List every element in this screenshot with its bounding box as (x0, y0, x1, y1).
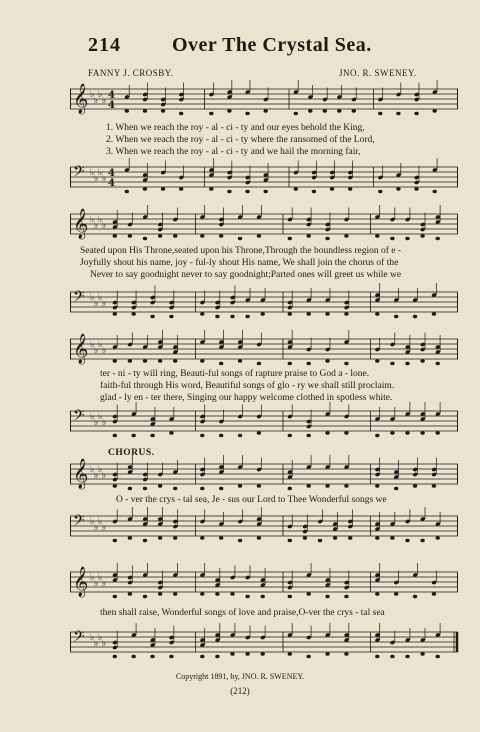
svg-text:♭: ♭ (90, 215, 95, 225)
lyric-line: faith-ful through His word, Beautiful songs of glo - ry we shall still proclaim. (100, 381, 395, 391)
svg-text:♭: ♭ (102, 471, 107, 481)
svg-text:♭: ♭ (94, 579, 99, 589)
svg-text:♭: ♭ (102, 346, 107, 356)
svg-text:♭: ♭ (94, 299, 99, 309)
svg-text:♭: ♭ (94, 96, 99, 106)
composer-credit: JNO. R. SWENEY. (339, 68, 417, 78)
svg-text:𝄞: 𝄞 (73, 209, 89, 239)
bass-staff-2 (70, 288, 460, 318)
svg-text:♭: ♭ (102, 418, 107, 428)
hymn-number: 214 (88, 34, 121, 56)
svg-text:♭: ♭ (98, 465, 103, 475)
music-system-5 (70, 568, 460, 668)
chorus-label: CHORUS. (108, 448, 155, 458)
svg-text:♭: ♭ (90, 340, 95, 350)
svg-text:♭: ♭ (90, 633, 95, 643)
lyric-line: Seated upon His Throne,seated upon his Throne,Through the boundless region of e - (80, 246, 402, 256)
svg-text:♭: ♭ (90, 412, 95, 422)
treble-staff-4 (70, 460, 460, 490)
hymn-title: Over The Crystal Sea. (172, 34, 372, 56)
music-system-3 (70, 335, 460, 445)
music-system-1 (70, 85, 460, 195)
svg-text:♭: ♭ (90, 90, 95, 100)
svg-text:♭: ♭ (90, 517, 95, 527)
svg-text:4: 4 (108, 168, 115, 179)
svg-text:♭: ♭ (98, 90, 103, 100)
svg-text:𝄞: 𝄞 (73, 334, 89, 364)
svg-text:♭: ♭ (94, 639, 99, 649)
music-system-2 (70, 210, 460, 320)
svg-text:♭: ♭ (94, 471, 99, 481)
lyric-line: Never to say goodnight never to say goodnight;Parted ones will greet us while we (90, 270, 402, 280)
svg-text:𝄞: 𝄞 (73, 84, 89, 114)
svg-text:𝄢: 𝄢 (73, 628, 85, 649)
svg-text:𝄢: 𝄢 (73, 407, 85, 428)
page-number: (212) (230, 686, 250, 696)
svg-text:♭: ♭ (102, 523, 107, 533)
lyric-line: 1. When we reach the roy - al - ci - ty and our eyes behold the King, (106, 123, 365, 133)
svg-text:♭: ♭ (102, 299, 107, 309)
treble-staff-3 (70, 335, 460, 365)
treble-staff-1 (70, 85, 460, 115)
svg-text:♭: ♭ (98, 340, 103, 350)
svg-text:♭: ♭ (98, 633, 103, 643)
svg-text:♭: ♭ (102, 221, 107, 231)
svg-text:4: 4 (108, 178, 115, 189)
lyric-line: then shall raise, Wonderful songs of love and praise,O-ver the crys - tal sea (100, 608, 385, 618)
copyright-notice: Copyright 1891, by, JNO. R. SWENEY. (175, 672, 305, 681)
svg-text:𝄢: 𝄢 (73, 512, 85, 533)
svg-text:♭: ♭ (98, 293, 103, 303)
svg-text:𝄢: 𝄢 (73, 288, 85, 309)
bass-staff-3 (70, 407, 460, 437)
lyric-line: Joyfully shout his name, joy - ful-ly shout His name, We shall join the chorus of the (80, 258, 399, 268)
svg-text:♭: ♭ (98, 517, 103, 527)
svg-text:♭: ♭ (98, 573, 103, 583)
svg-text:♭: ♭ (102, 639, 107, 649)
svg-text:♭: ♭ (94, 221, 99, 231)
svg-text:4: 4 (108, 100, 115, 111)
svg-text:♭: ♭ (98, 168, 103, 178)
bass-staff-5 (70, 628, 460, 658)
svg-text:♭: ♭ (102, 579, 107, 589)
lyric-line: 3. When we reach the roy - al - ci - ty and we hail the morning fair, (106, 147, 361, 157)
svg-text:♭: ♭ (102, 96, 107, 106)
treble-staff-2 (70, 210, 460, 240)
svg-text:♭: ♭ (94, 174, 99, 184)
bass-staff-4 (70, 512, 460, 542)
svg-text:♭: ♭ (102, 174, 107, 184)
music-system-4 (70, 460, 460, 560)
svg-text:4: 4 (108, 90, 115, 101)
svg-text:♭: ♭ (98, 412, 103, 422)
author-credit: FANNY J. CROSBY. (88, 68, 174, 78)
svg-text:♭: ♭ (98, 215, 103, 225)
svg-text:♭: ♭ (90, 168, 95, 178)
lyric-line: O - ver the crys - tal sea, Je - sus our Lord to Thee Wonderful songs we (116, 495, 387, 505)
treble-staff-5 (70, 568, 460, 598)
lyric-line: ter - ni - ty will ring, Beauti-ful songs of rapture praise to God a - lone. (100, 369, 370, 379)
svg-text:𝄞: 𝄞 (73, 459, 89, 489)
svg-text:𝄞: 𝄞 (73, 567, 89, 597)
svg-text:♭: ♭ (90, 465, 95, 475)
svg-text:𝄢: 𝄢 (73, 163, 85, 184)
svg-text:♭: ♭ (94, 346, 99, 356)
svg-text:♭: ♭ (90, 573, 95, 583)
svg-text:♭: ♭ (94, 523, 99, 533)
bass-staff-1 (70, 163, 460, 193)
lyric-line: glad - ly en - ter there, Singing our happy welcome clothed in spotless white. (100, 393, 393, 403)
svg-text:♭: ♭ (94, 418, 99, 428)
svg-text:♭: ♭ (90, 293, 95, 303)
lyric-line: 2. When we reach the roy - al - ci - ty where the ransomed of the Lord, (106, 135, 375, 145)
